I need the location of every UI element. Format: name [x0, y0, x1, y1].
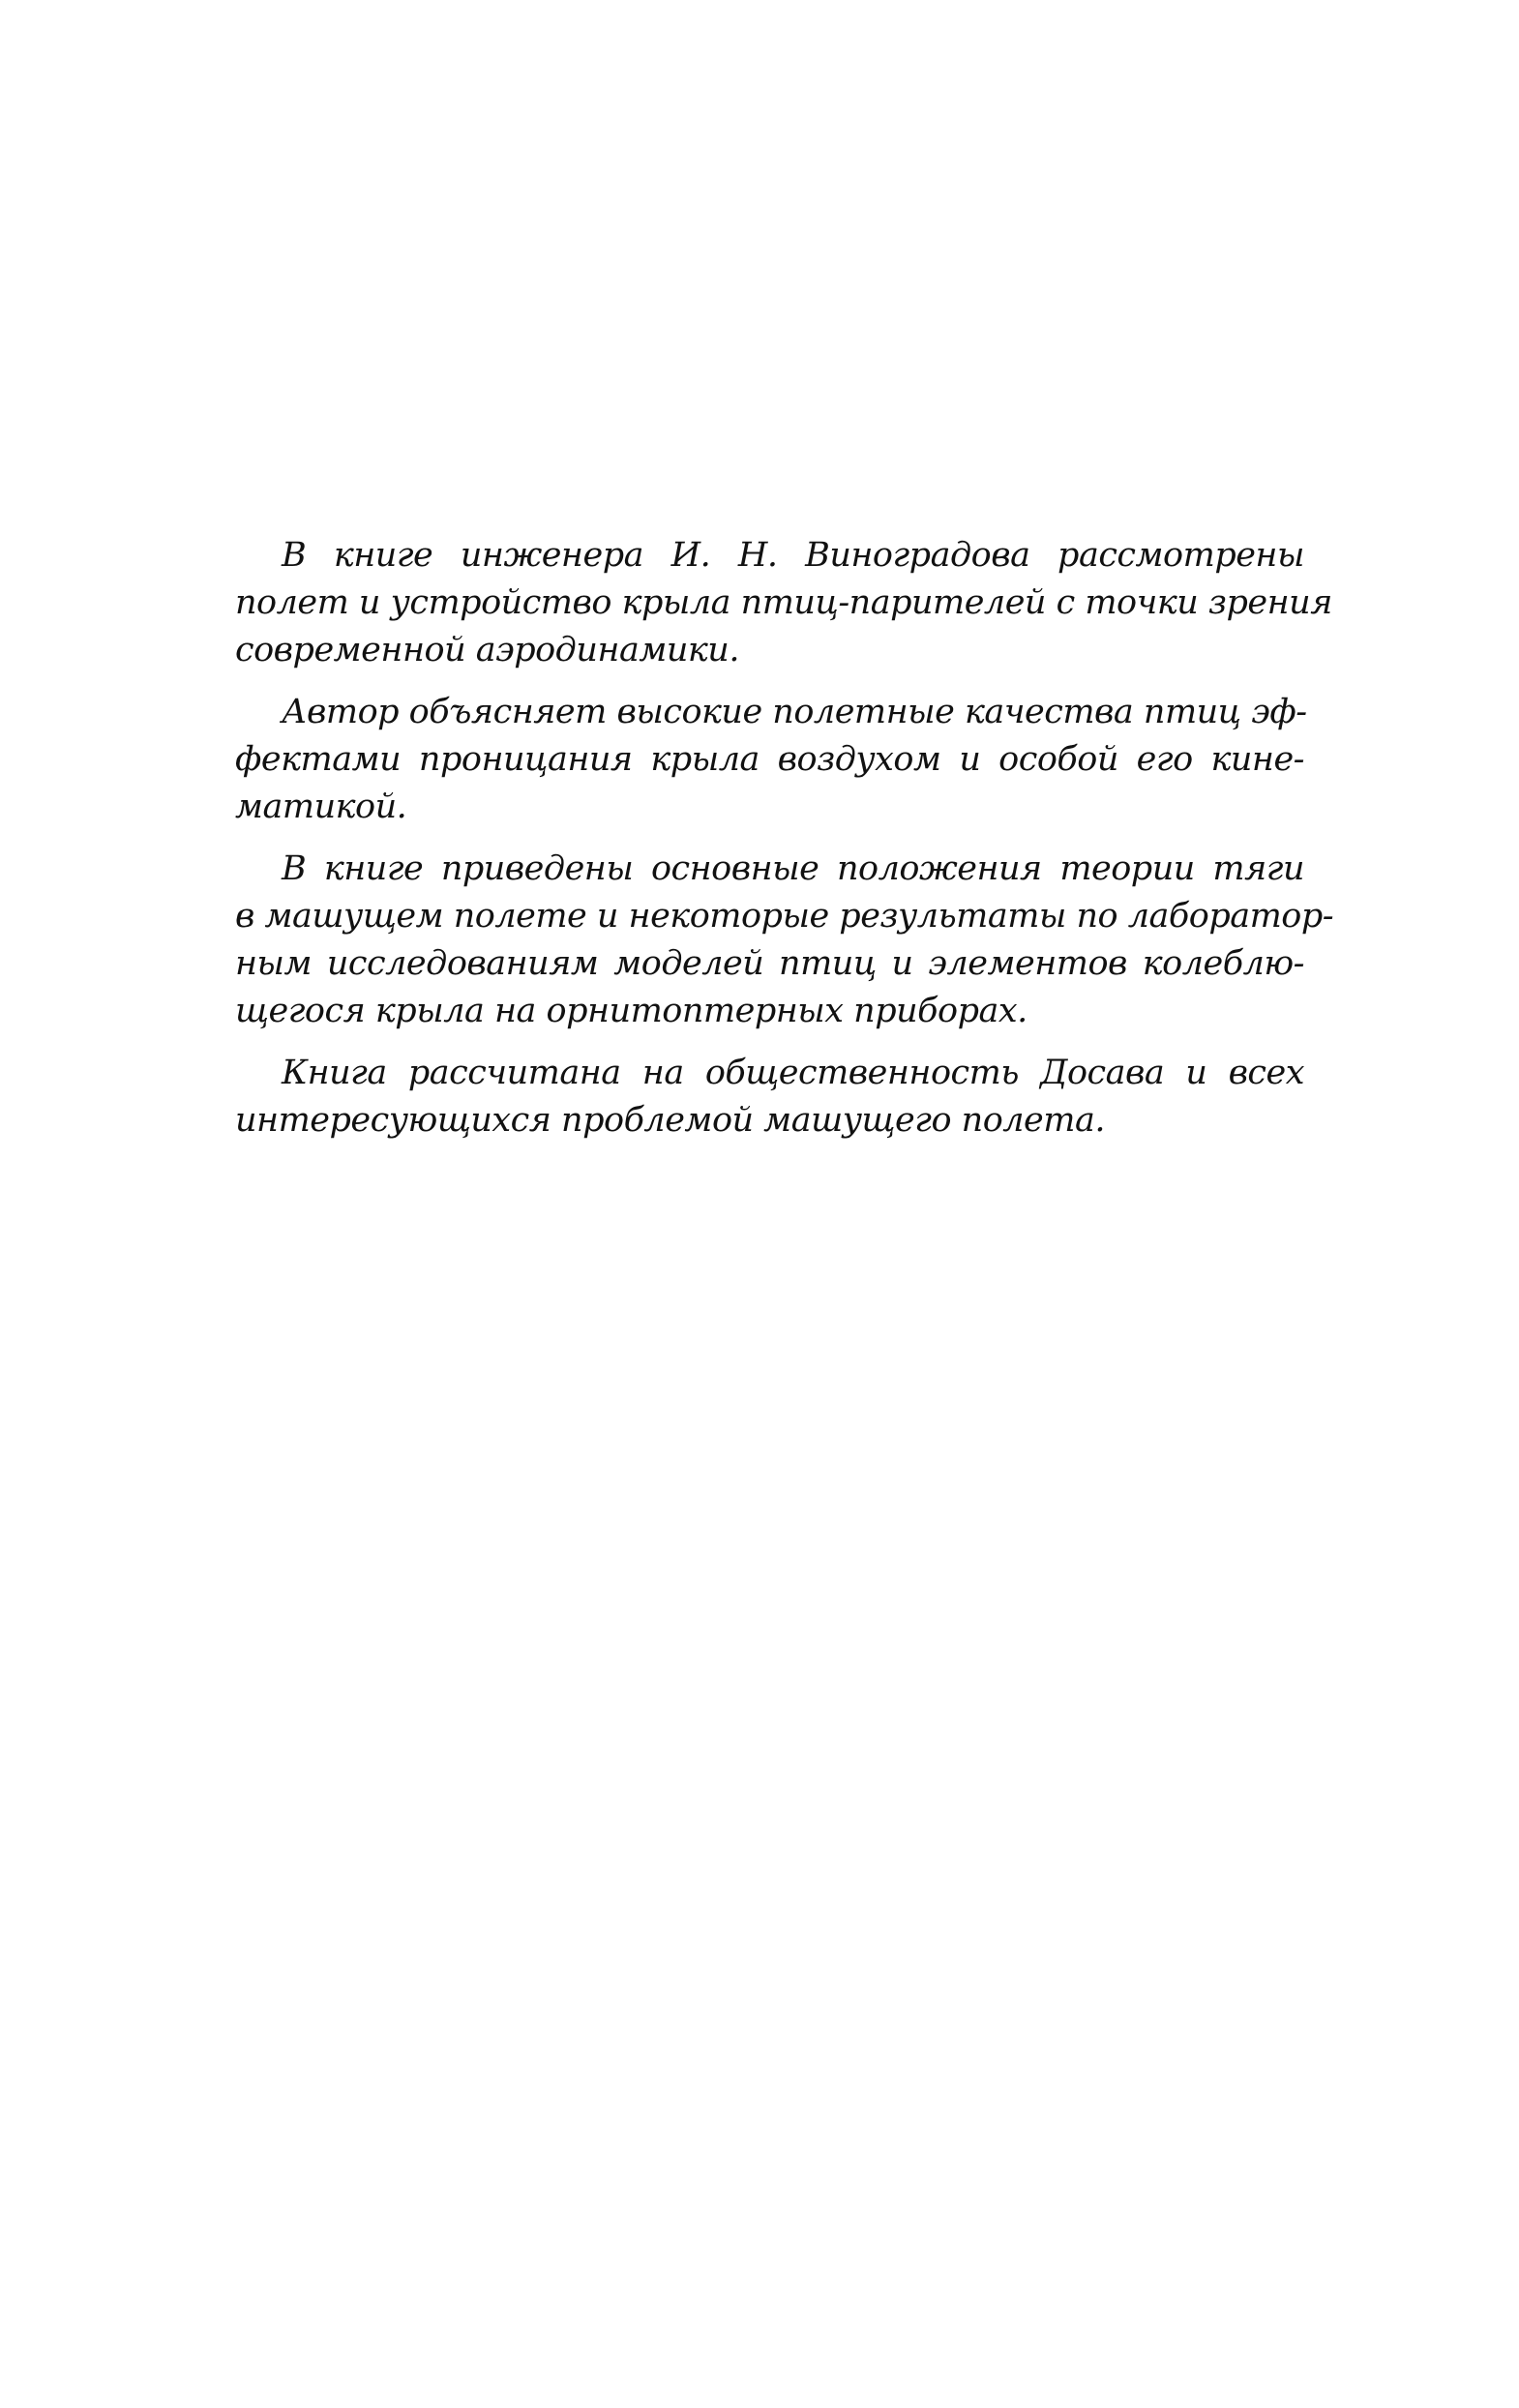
text-line: ным исследованиям моделей птиц и элементов колеблю- — [235, 944, 1304, 983]
paragraph-3 — [235, 846, 1334, 1035]
paragraph-1 — [235, 532, 1332, 674]
text-line: фектами проницания крыла воздухом и особой его кине- — [235, 740, 1304, 779]
text-line: современной аэродинамики. — [235, 631, 739, 669]
text-line: В книге инженера И. Н. Виноградова рассмотрены — [282, 536, 1304, 575]
paragraph-4 — [235, 1050, 1304, 1145]
text-line: в машущем полете и некоторые результаты по лаборатор- — [235, 897, 1334, 936]
text-line: матикой. — [235, 788, 407, 826]
paragraph-2 — [235, 689, 1307, 831]
text-line: щегося крыла на орнитоптерных приборах. — [235, 992, 1028, 1030]
text-line: Автор объясняет высокие полетные качества птиц эф- — [282, 693, 1307, 731]
text-line: Книга рассчитана на общественность Досава и всех — [282, 1054, 1304, 1092]
text-line: интересующихся проблемой машущего полета. — [235, 1101, 1105, 1140]
text-line: В книге приведены основные положения теории тяги — [282, 849, 1304, 888]
text-line: полет и устройство крыла птиц-парителей с точки зрения — [235, 583, 1332, 622]
annotation-text — [235, 532, 1334, 1159]
